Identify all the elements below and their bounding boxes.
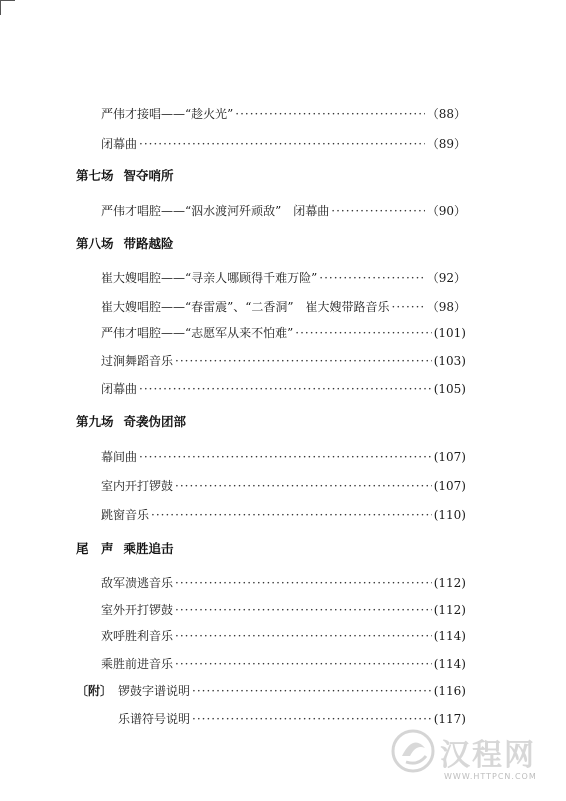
toc-entry[interactable] bbox=[101, 136, 466, 152]
toc-entry[interactable] bbox=[101, 381, 466, 397]
toc-entry[interactable] bbox=[101, 575, 466, 591]
toc-entry[interactable] bbox=[101, 270, 466, 286]
toc-leader-dots bbox=[235, 106, 424, 122]
toc-page-number: (107) bbox=[433, 450, 466, 464]
toc-page-number: (107) bbox=[433, 479, 466, 493]
toc-page-number: (114) bbox=[433, 629, 466, 643]
toc-page-number: （88） bbox=[426, 107, 466, 121]
toc-entry-title: 闭幕曲 bbox=[101, 137, 138, 151]
toc-entry[interactable] bbox=[101, 602, 466, 618]
toc-entry-title: 崔大嫂唱腔——“寻亲人哪顾得千难万险” bbox=[101, 271, 318, 285]
toc-entry-title: 室内开打锣鼓 bbox=[101, 479, 174, 493]
toc-entry[interactable] bbox=[101, 353, 466, 369]
toc-leader-dots bbox=[175, 478, 432, 494]
toc-leader-dots bbox=[192, 683, 432, 699]
toc-page-number: (101) bbox=[433, 326, 466, 340]
toc-page-number: (110) bbox=[433, 508, 466, 522]
toc-entry[interactable] bbox=[101, 449, 466, 465]
toc-leader-dots bbox=[175, 575, 432, 591]
toc-leader-dots bbox=[319, 270, 424, 286]
scene-heading bbox=[76, 168, 174, 184]
toc-page-number: (116) bbox=[433, 684, 466, 698]
toc-leader-dots bbox=[175, 602, 432, 618]
appendix-label: 〔附〕 bbox=[76, 684, 113, 698]
watermark-url: WWW.HTTPCN.COM bbox=[444, 772, 537, 781]
toc-entry-title: 闭幕曲 bbox=[101, 382, 138, 396]
toc-entry-title: 幕间曲 bbox=[101, 450, 138, 464]
toc-page-number: （98） bbox=[426, 300, 466, 314]
toc-entry-title: 崔大嫂唱腔——“春雷震”、“二香洞” 崔大嫂带路音乐 bbox=[101, 300, 390, 314]
toc-page-number: (112) bbox=[433, 603, 466, 617]
toc-leader-dots bbox=[392, 299, 425, 315]
scene-title: 奇袭伪团部 bbox=[123, 414, 187, 429]
toc-entry-title: 过涧舞蹈音乐 bbox=[101, 354, 174, 368]
toc-leader-dots bbox=[139, 136, 425, 152]
watermark bbox=[388, 722, 558, 792]
watermark-logo-icon bbox=[388, 726, 438, 776]
toc-entry-title: 室外开打锣鼓 bbox=[101, 603, 174, 617]
toc-entry-title: 严伟才接唱——“趁火光” bbox=[101, 107, 234, 121]
scene-heading bbox=[76, 236, 174, 252]
scene-label: 尾 声 bbox=[76, 541, 114, 556]
scene-title: 带路越险 bbox=[123, 236, 174, 251]
scene-label: 第七场 bbox=[76, 168, 114, 183]
toc-entry[interactable] bbox=[101, 106, 466, 122]
scene-heading bbox=[76, 541, 174, 557]
toc-entry-title: 严伟才唱腔——“志愿军从来不怕难” bbox=[101, 326, 294, 340]
scene-title: 乘胜追击 bbox=[123, 541, 174, 556]
toc-page-number: （89） bbox=[426, 137, 466, 151]
watermark-text: 汉程网 bbox=[440, 738, 536, 773]
toc-page-number: (103) bbox=[433, 354, 466, 368]
toc-leader-dots bbox=[175, 628, 432, 644]
scene-heading bbox=[76, 414, 186, 430]
toc-page-number: (117) bbox=[433, 712, 466, 726]
toc-entry[interactable] bbox=[101, 299, 466, 315]
toc-page-number: （90） bbox=[426, 204, 466, 218]
toc-entry-title: 严伟才唱腔——“泅水渡河歼顽敌” 闭幕曲 bbox=[101, 204, 330, 218]
toc-page-number: （92） bbox=[426, 271, 466, 285]
toc-entry-appendix[interactable] bbox=[76, 683, 466, 699]
toc-leader-dots bbox=[139, 381, 432, 397]
toc-leader-dots bbox=[175, 353, 432, 369]
scene-label: 第九场 bbox=[76, 414, 114, 429]
toc-entry-title: 锣鼓字谱说明 bbox=[118, 684, 191, 698]
toc-entry[interactable] bbox=[101, 203, 466, 219]
toc-leader-dots bbox=[331, 203, 424, 219]
toc-entry-title: 跳窗音乐 bbox=[101, 508, 150, 522]
toc-entry[interactable] bbox=[101, 656, 466, 672]
toc-entry[interactable] bbox=[101, 325, 466, 341]
toc-page-number: (105) bbox=[433, 382, 466, 396]
toc-entry-title: 乘胜前进音乐 bbox=[101, 657, 174, 671]
scene-label: 第八场 bbox=[76, 236, 114, 251]
toc-leader-dots bbox=[139, 449, 432, 465]
toc-leader-dots bbox=[175, 656, 432, 672]
toc-leader-dots bbox=[151, 507, 432, 523]
toc-entry-title: 乐谱符号说明 bbox=[118, 712, 191, 726]
toc-entry[interactable] bbox=[101, 507, 466, 523]
toc-page-number: (112) bbox=[433, 576, 466, 590]
toc-entry[interactable] bbox=[101, 478, 466, 494]
toc-leader-dots bbox=[295, 325, 431, 341]
toc-entry[interactable] bbox=[101, 628, 466, 644]
toc-page-number: (114) bbox=[433, 657, 466, 671]
scene-title: 智夺哨所 bbox=[123, 168, 174, 183]
toc-entry-title: 欢呼胜利音乐 bbox=[101, 629, 174, 643]
toc-entry-title: 敌军溃逃音乐 bbox=[101, 576, 174, 590]
